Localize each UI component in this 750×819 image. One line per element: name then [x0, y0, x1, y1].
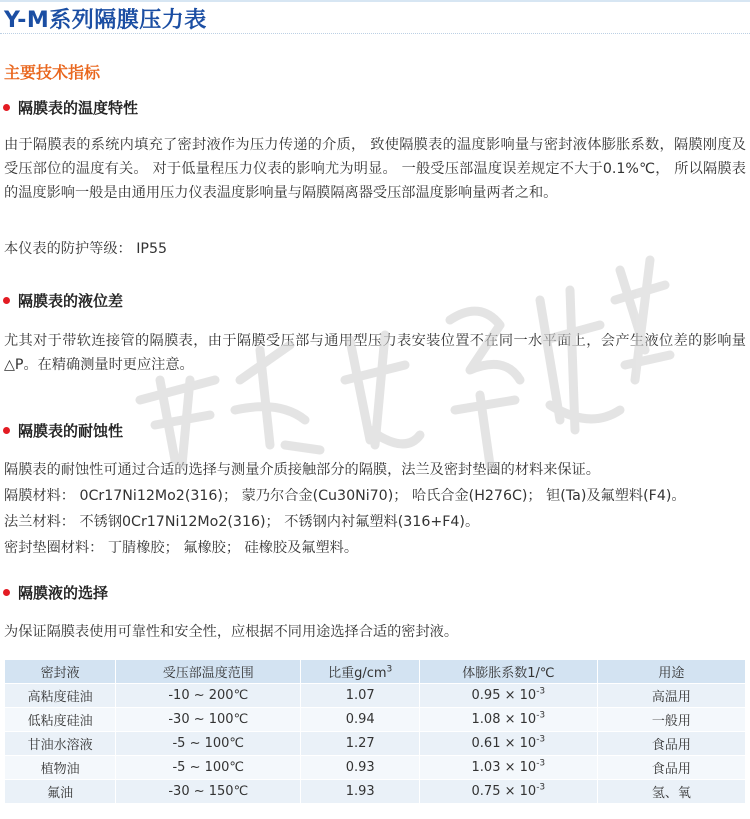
heading-label: 隔膜表的温度特性	[18, 99, 139, 117]
cell-fluid: 氟油	[5, 780, 116, 804]
table-row	[5, 780, 746, 804]
cell-use: 食品用	[597, 756, 745, 780]
cell-density: 0.94	[301, 708, 420, 732]
gasket-materials: 密封垫圈材料： 丁腈橡胶； 氟橡胶； 硅橡胶及氟塑料。	[4, 540, 359, 556]
col-fluid: 密封液	[5, 660, 116, 684]
cell-use: 食品用	[597, 732, 745, 756]
cell-range: -10 ~ 200℃	[116, 684, 301, 708]
top-border	[0, 0, 750, 2]
flange-materials: 法兰材料： 不锈钢0Cr17Ni12Mo2(316)； 不锈钢内衬氟塑料(316+F4)。	[4, 514, 480, 530]
cell-fluid: 高粘度硅油	[5, 684, 116, 708]
heading-label: 隔膜表的耐蚀性	[18, 422, 124, 440]
cell-coef: $0.95 \times 10^{-3}$	[419, 684, 597, 708]
page-title: Y-M系列隔膜压力表	[4, 8, 207, 33]
section-title: 主要技术指标	[4, 63, 101, 82]
diaphragm-materials: 隔膜材料： 0Cr17Ni12Mo2(316)； 蒙乃尔合金(Cu30Ni70)； 哈氏合金(H276C)； 钽(Ta)及氟塑料(F4)。	[4, 488, 686, 504]
level-difference-paragraph: 尤其对于带软连接管的隔膜表，由于隔膜受压部与通用型压力表安装位置不在同一水平面上，会产生液位差的影响量△P。在精确测量时更应注意。	[4, 333, 746, 373]
cell-density: 1.93	[301, 780, 420, 804]
col-use: 用途	[597, 660, 745, 684]
cell-range: -5 ~ 100℃	[116, 756, 301, 780]
heading-label: 隔膜液的选择	[18, 584, 109, 602]
cell-coef: $0.75 \times 10^{-3}$	[419, 780, 597, 804]
cell-coef: $1.03 \times 10^{-3}$	[419, 756, 597, 780]
temperature-paragraph: 由于隔膜表的系统内填充了密封液作为压力传递的介质， 致使隔膜表的温度影响量与密封液体膨胀系数，隔膜刚度及受压部位的温度有关。 对于低量程压力仪表的影响尤为明显。 一般受压部温度误差规定不大于0.1%℃， 所以隔膜表的温度影响一般是由通用压力仪表温度影响量与隔膜隔离器受压部温度影响量两者之和。	[4, 137, 746, 201]
table-row	[5, 756, 746, 780]
table-row	[5, 732, 746, 756]
fill-fluid-table	[4, 659, 746, 804]
bullet-dot-icon	[3, 427, 10, 434]
cell-density: 0.93	[301, 756, 420, 780]
cell-coef: $1.08 \times 10^{-3}$	[419, 708, 597, 732]
cell-fluid: 低粘度硅油	[5, 708, 116, 732]
cell-density: 1.07	[301, 684, 420, 708]
cell-density: 1.27	[301, 732, 420, 756]
cell-range: -5 ~ 100℃	[116, 732, 301, 756]
bullet-dot-icon	[3, 589, 10, 596]
protection-rating: 本仪表的防护等级： IP55	[4, 241, 167, 257]
fluid-selection-line: 为保证隔膜表使用可靠性和安全性，应根据不同用途选择合适的密封液。	[4, 624, 459, 640]
cell-use: 氢、氧	[597, 780, 745, 804]
corrosion-line-1: 隔膜表的耐蚀性可通过合适的选择与测量介质接触部分的隔膜，法兰及密封垫圈的材料来保证。	[4, 462, 600, 478]
table-row	[5, 684, 746, 708]
cell-fluid: 甘油水溶液	[5, 732, 116, 756]
table-header-row	[5, 660, 746, 684]
table-row	[5, 708, 746, 732]
cell-range: -30 ~ 100℃	[116, 708, 301, 732]
cell-use: 一般用	[597, 708, 745, 732]
title-divider	[0, 33, 750, 34]
cell-coef: $0.61 \times 10^{-3}$	[419, 732, 597, 756]
bullet-dot-icon	[3, 297, 10, 304]
heading-label: 隔膜表的液位差	[18, 292, 124, 310]
col-density: 比重$g/cm^3$	[301, 660, 420, 684]
cell-use: 高温用	[597, 684, 745, 708]
cell-fluid: 植物油	[5, 756, 116, 780]
col-temperature-range: 受压部温度范围	[116, 660, 301, 684]
cell-range: -30 ~ 150℃	[116, 780, 301, 804]
col-expansion-coefficient: 体膨胀系数1/℃	[419, 660, 597, 684]
bullet-dot-icon	[3, 104, 10, 111]
